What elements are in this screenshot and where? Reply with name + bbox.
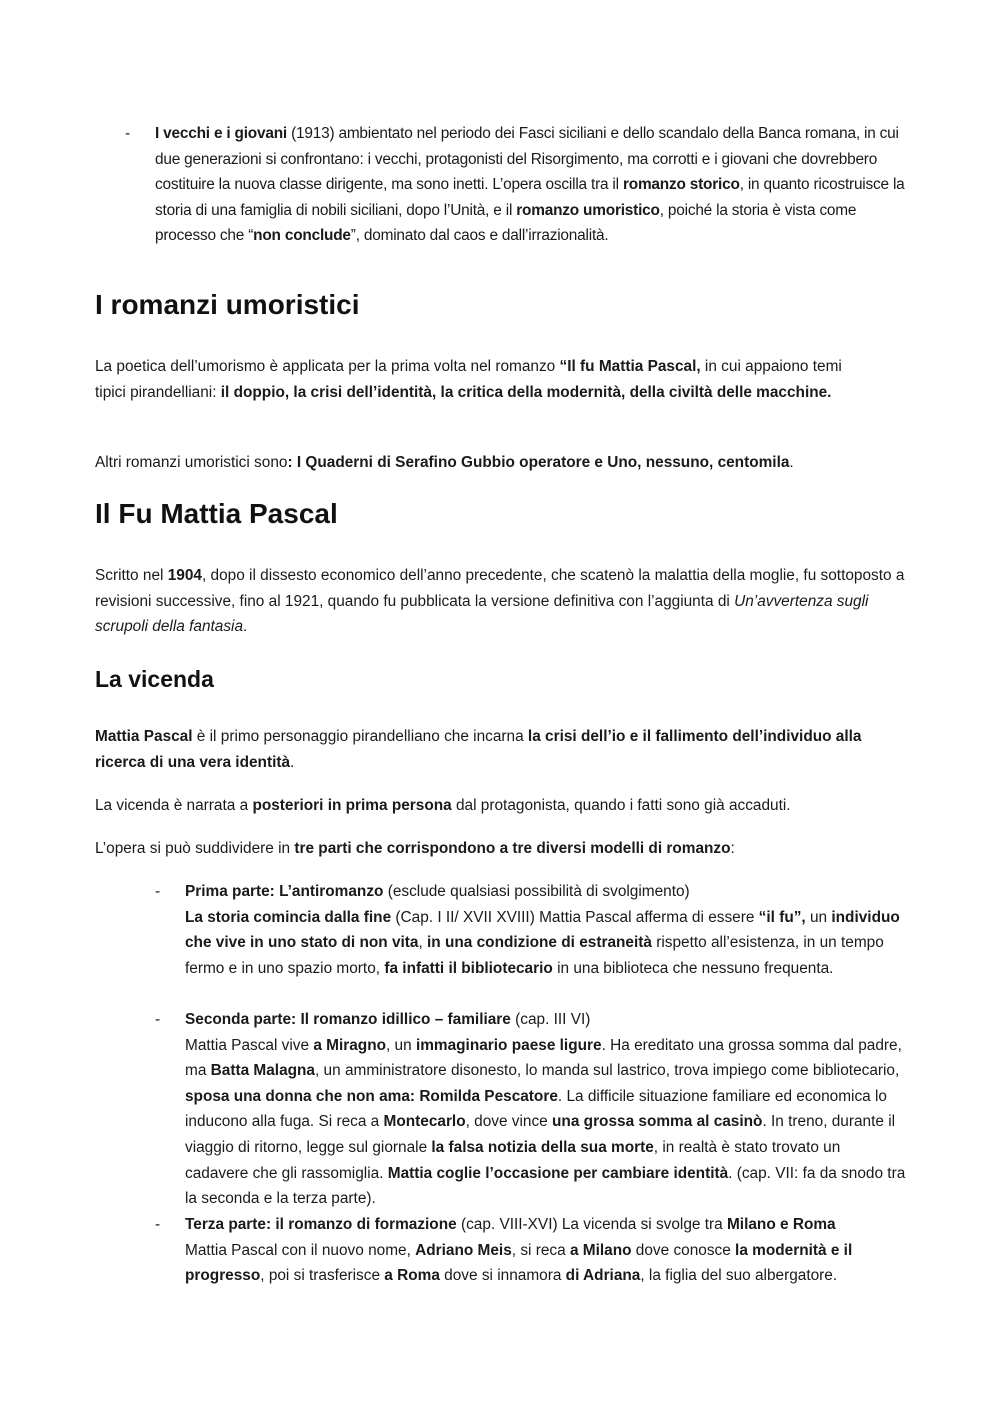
text-segment: La vicenda è narrata a (95, 797, 253, 814)
text-segment: . (243, 618, 248, 636)
text-segment: Seconda parte: Il romanzo idillico – familiare (185, 1011, 511, 1028)
text-segment: “Il fu Mattia Pascal, (559, 358, 701, 375)
text-segment: Mattia Pascal con il nuovo nome, (185, 1241, 416, 1259)
text-segment: è il primo personaggio pirandelliano che incarna (192, 728, 528, 745)
text-segment: La poetica dell’umorismo è applicata per la prima volta nel romanzo (95, 358, 560, 375)
text-segment: (esclude qualsiasi possibilità di svolgimento) (383, 883, 690, 900)
bullet-dash: - (155, 1011, 161, 1028)
list-item-terza-parte (185, 1212, 907, 1289)
text-segment: (Cap. I II/ XVII XVIII) Mattia Pascal afferma di essere (391, 908, 759, 926)
bullet-dash: - (155, 1216, 161, 1233)
text-segment: Mattia coglie l’occasione per cambiare identità (387, 1164, 729, 1182)
text-segment: , (418, 934, 428, 952)
paragraph-narrata (95, 793, 907, 819)
text-segment: non conclude (253, 227, 351, 245)
text-segment: Mattia Pascal vive (185, 1036, 314, 1054)
text-segment: dove si innamora (439, 1267, 566, 1285)
text-segment: , dove vince (465, 1113, 553, 1131)
paragraph-opera (95, 836, 907, 862)
text-segment: , un (386, 1036, 416, 1054)
text-segment: romanzo storico (622, 176, 740, 194)
text-segment: , dopo il dissesto economico dell’anno precedente, che scatenò la malattia della moglie, fu sottoposto a revisioni successive, fino al 1921, quando fu pubblicata la versione definitiva con l’aggiunta di (95, 567, 905, 610)
text-segment: fa infatti il bibliotecario (384, 959, 553, 977)
text-segment: a Milano (569, 1241, 632, 1259)
text-segment: . La difficile situazione familiare ed economica lo inducono alla fuga. Si reca a (185, 1087, 887, 1131)
section-heading-romanzi-umoristici: I romanzi umoristici (95, 289, 360, 320)
text-segment: Terza parte: il romanzo di formazione (185, 1216, 457, 1233)
text-segment: il doppio, la crisi dell’identità, la critica della modernità, della civiltà delle macchine. (220, 383, 832, 401)
text-segment: Mattia Pascal (95, 728, 193, 745)
text-segment: , un amministratore disonesto, lo manda sul lastrico, trova impiego come bibliotecario, (315, 1062, 900, 1080)
text-segment: la crisi dell’io e il fallimento dell’individuo alla ricerca di una vera identità (95, 728, 862, 771)
text-segment: (cap. III VI) (510, 1011, 591, 1028)
text-segment: , si reca (511, 1241, 570, 1259)
text-segment: tre parti che corrispondono a tre diversi modelli di romanzo (294, 840, 731, 857)
text-segment: individuo che vive in uno stato di non vita (185, 908, 900, 952)
text-segment: un (805, 908, 832, 926)
text-segment: . In treno, durante il viaggio di ritorno, legge sul giornale (185, 1113, 896, 1156)
text-segment: Altri romanzi umoristici sono (95, 454, 288, 471)
text-segment: . Ha ereditato una grossa somma dal padre, ma (185, 1036, 902, 1080)
text-segment: : (730, 840, 735, 857)
list-item-seconda-parte (185, 1007, 907, 1212)
section-heading-il-fu-mattia-pascal: Il Fu Mattia Pascal (95, 498, 338, 529)
text-segment: la falsa notizia della sua morte (431, 1138, 654, 1156)
text-segment: in una condizione di estraneità (427, 934, 652, 952)
text-segment: rispetto all’esistenza, in un tempo fermo e in uno spazio morto, (185, 934, 884, 977)
text-segment: . (789, 454, 794, 471)
text-segment: dove conosce (631, 1241, 736, 1259)
text-segment: Un’avvertenza sugli scrupoli della fantasia (95, 592, 869, 636)
text-segment: immaginario paese ligure (415, 1036, 602, 1054)
paragraph-altri-romanzi (95, 450, 907, 476)
section-heading-la-vicenda: La vicenda (95, 666, 214, 692)
paragraph-poetica (95, 354, 875, 405)
text-segment: la modernità e il progresso (185, 1241, 853, 1285)
text-segment: , in realtà è stato trovato un cadavere che gli rassomiglia. (185, 1138, 841, 1182)
text-segment: 1904 (167, 567, 202, 584)
text-segment: , in quanto ricostruisce la storia di una famiglia di nobili siciliani, dopo l’Unità, e il (155, 176, 905, 219)
paragraph-mattia-pascal (95, 724, 907, 775)
text-segment: sposa una donna che non ama: Romilda Pescatore (185, 1087, 558, 1105)
text-segment: posteriori in prima persona (252, 797, 452, 814)
text-segment: Milano e Roma (726, 1216, 836, 1233)
text-segment: : I Quaderni di Serafino Gubbio operatore e Uno, nessuno, centomila (287, 454, 790, 471)
text-segment: , poiché la storia è vista come processo che “ (155, 201, 857, 245)
text-segment: romanzo umoristico (516, 201, 660, 219)
text-segment: . (290, 753, 295, 771)
paragraph-scritto (95, 563, 907, 640)
text-segment: a Roma (384, 1267, 440, 1285)
intro-bullet-text (155, 121, 907, 249)
text-segment: a Miragno (313, 1036, 386, 1054)
text-segment: una grossa somma al casinò (552, 1113, 763, 1131)
text-segment: Batta Malagna (210, 1062, 315, 1080)
text-segment: Scritto nel (95, 567, 168, 584)
text-segment: L’opera si può suddividere in (95, 840, 295, 857)
text-segment: di Adriana (565, 1267, 641, 1285)
text-segment: , poi si trasferisce (260, 1267, 385, 1285)
text-segment: (1913) ambientato nel periodo dei Fasci siciliani e dello scandalo della Banca romana, in cui due generazioni si confrontano: i vecchi, protagonisti del Risorgimento, ma corrotti e i giovani che dovrebbero costituire la nuova classe dirigente, ma sono inetti. L’opera oscilla tra il (155, 125, 899, 194)
text-segment: in cui appaiono temi tipici pirandelliani: (95, 358, 842, 401)
text-segment: ”, dominato dal caos e dall’irrazionalità. (350, 227, 609, 245)
bullet-dash: - (155, 883, 161, 900)
text-segment: dal protagonista, quando i fatti sono già accaduti. (451, 797, 791, 814)
text-segment: Adriano Meis (415, 1241, 512, 1259)
text-segment: , la figlia del suo albergatore. (640, 1267, 838, 1285)
list-item-prima-parte (185, 879, 907, 981)
text-segment: Prima parte: L’antiromanzo (185, 883, 384, 900)
bullet-dash: - (125, 125, 131, 142)
text-segment: in una biblioteca che nessuno frequenta. (552, 959, 834, 977)
text-segment: I vecchi e i giovani (155, 125, 288, 142)
text-segment: Montecarlo (383, 1113, 466, 1131)
text-segment: “il fu”, (758, 908, 806, 926)
text-segment: La storia comincia dalla fine (185, 908, 392, 926)
text-segment: (cap. VIII-XVI) La vicenda si svolge tra (456, 1216, 727, 1233)
text-segment: . (cap. VII: fa da snodo tra la seconda e la terza parte). (185, 1164, 906, 1208)
